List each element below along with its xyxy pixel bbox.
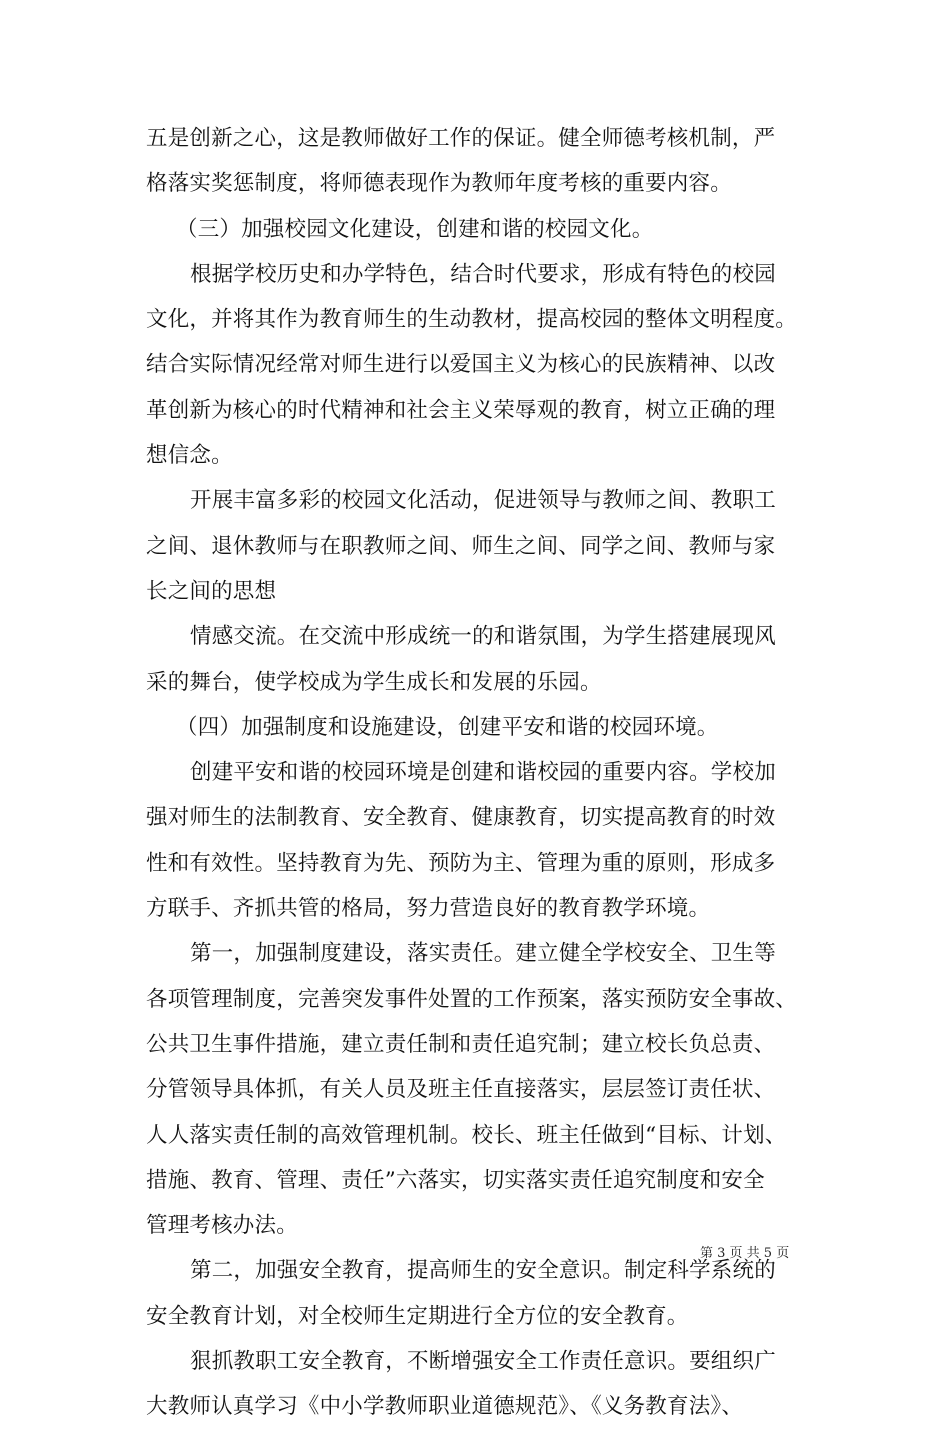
text-line-22: 分管领导具体抓，有关人员及班主任直接落实，层层签订责任状、	[146, 1077, 776, 1103]
text-line-8: 想信念。	[146, 443, 233, 469]
text-line-7: 革创新为核心的时代精神和社会主义荣辱观的教育，树立正确的理	[146, 397, 776, 423]
text-line-20: 各项管理制度，完善突发事件处置的工作预案，落实预防安全事故、	[146, 986, 798, 1012]
text-line-17: 性和有效性。坚持教育为先、预防为主、管理为重的原则，形成多	[146, 850, 776, 876]
text-line-25: 管理考核办法。	[146, 1213, 298, 1239]
text-line-2: 格落实奖惩制度，将师德表现作为教师年度考核的重要内容。	[146, 171, 732, 197]
text-line-16: 强对师生的法制教育、安全教育、健康教育，切实提高教育的时效	[146, 805, 776, 831]
text-line-13: 采的舞台，使学校成为学生成长和发展的乐园。	[146, 669, 602, 695]
text-line-24: 措施、教育、管理、责任”六落实，切实落实责任追究制度和安全	[146, 1167, 765, 1193]
text-line-6: 结合实际情况经常对师生进行以爱国主义为核心的民族精神、以改	[146, 352, 776, 378]
text-line-28: 狠抓教职工安全教育，不断增强安全工作责任意识。要组织广	[190, 1349, 776, 1375]
text-line-10: 之间、退休教师与在职教师之间、师生之间、同学之间、教师与家	[146, 533, 776, 559]
text-line-12: 情感交流。在交流中形成统一的和谐氛围，为学生搭建展现风	[190, 624, 776, 650]
text-line-4: 根据学校历史和办学特色，结合时代要求，形成有特色的校园	[190, 261, 776, 287]
text-line-23: 人人落实责任制的高效管理机制。校长、班主任做到“目标、计划、	[146, 1122, 787, 1148]
text-line-1: 五是创新之心，这是教师做好工作的保证。健全师德考核机制，严	[146, 126, 776, 151]
text-line-9: 开展丰富多彩的校园文化活动，促进领导与教师之间、教职工	[190, 488, 776, 514]
section-heading-3: （三）加强校园文化建设，创建和谐的校园文化。	[176, 216, 654, 242]
text-line-19: 第一，加强制度建设，落实责任。建立健全学校安全、卫生等	[190, 941, 776, 967]
text-line-18: 方联手、齐抓共管的格局，努力营造良好的教育教学环境。	[146, 896, 711, 922]
section-heading-4: （四）加强制度和设施建设，创建平安和谐的校园环境。	[176, 714, 719, 740]
text-line-5: 文化，并将其作为教育师生的生动教材，提高校园的整体文明程度。	[146, 307, 798, 333]
text-line-21: 公共卫生事件措施，建立责任制和责任追究制；建立校长负总责、	[146, 1031, 776, 1057]
text-line-26: 第二，加强安全教育，提高师生的安全意识。制定科学系统的	[190, 1258, 776, 1284]
page-number-footer: 第 3 页 共 5 页	[700, 1246, 790, 1261]
text-line-27: 安全教育计划，对全校师生定期进行全方位的安全教育。	[146, 1303, 689, 1329]
text-line-29: 大教师认真学习《中小学教师职业道德规范》、《义务教育法》、	[146, 1394, 744, 1420]
document-body	[146, 116, 810, 1430]
text-line-15: 创建平安和谐的校园环境是创建和谐校园的重要内容。学校加	[190, 760, 776, 786]
text-line-11: 长之间的思想	[146, 578, 277, 604]
